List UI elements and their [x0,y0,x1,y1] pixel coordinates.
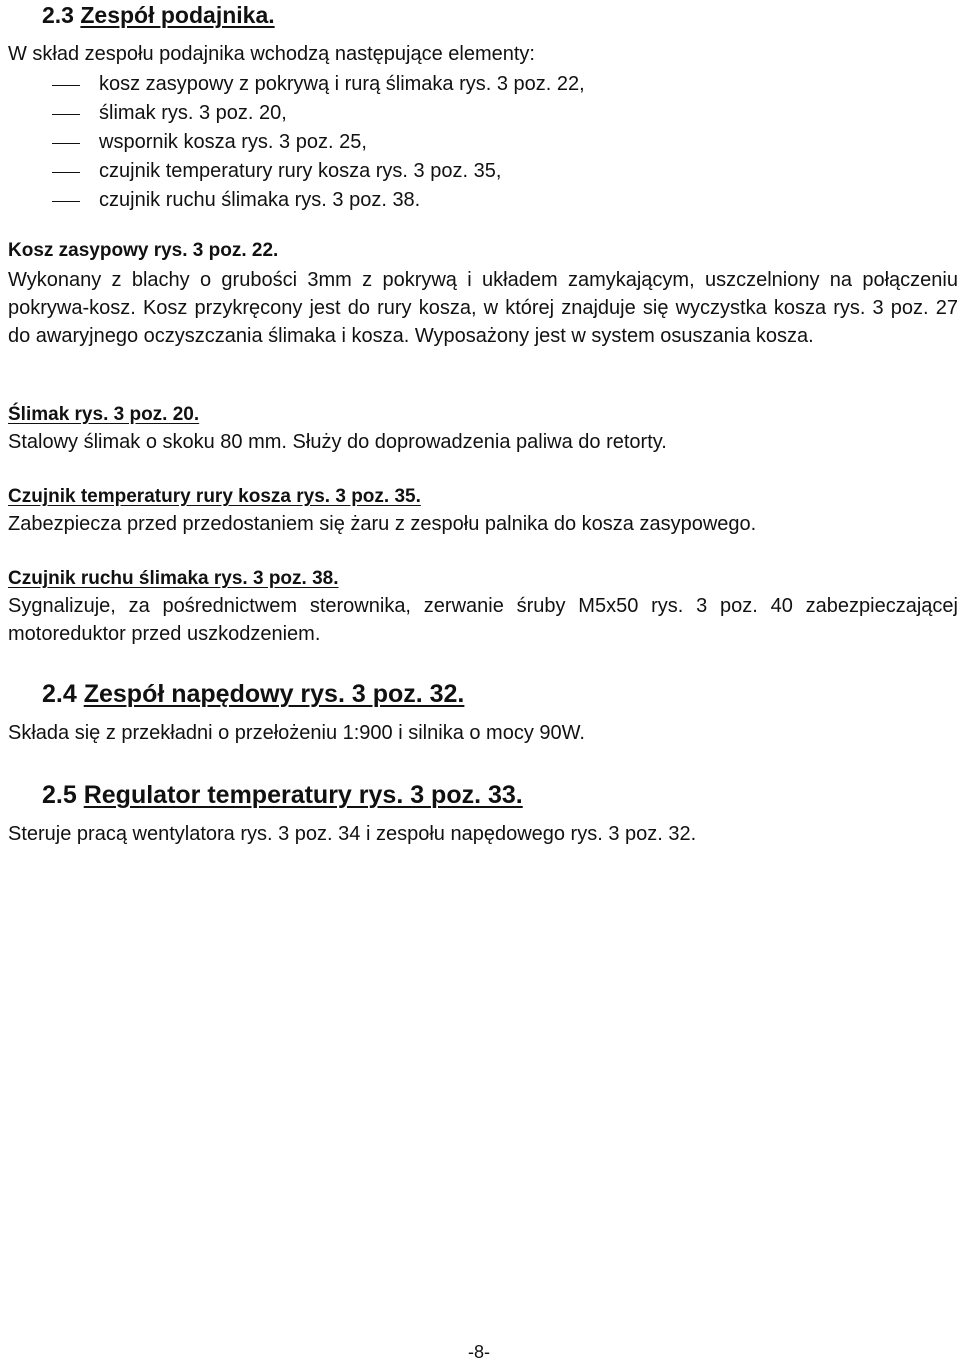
section-title: Zespół podajnika. [80,2,275,28]
paragraph-regulator: Steruje pracą wentylatora rys. 3 poz. 34 i zespołu napędowego rys. 3 poz. 32. [8,823,697,845]
section-title: Regulator temperatury rys. 3 poz. 33. [83,781,523,809]
section-heading-2-3 [42,2,275,29]
paragraph-kosz: Wykonany z blachy o grubości 3mm z pokrywą i układem zamykającym, uszczelniony na połączeniu pokrywa-kosz. Kosz przykręcony jest do rury kosza, w której znajduje się wyczystka kosza rys. 3 poz. 27 do awaryjnego oczyszczania ślimaka i kosza. Wyposażony jest w system osuszania kosza. [8,269,958,347]
paragraph-czujnik-ruchu: Sygnalizuje, za pośrednictwem sterownika, zerwanie śruby M5x50 rys. 3 poz. 40 zabezpieczającej motoreduktor przed uszkodzeniem. [8,595,958,645]
subheading-kosz: Kosz zasypowy rys. 3 poz. 22. [8,240,279,261]
subheading-czujnik-temperatury: Czujnik temperatury rury kosza rys. 3 poz. 35. [8,486,421,507]
paragraph-czujnik-temperatury: Zabezpiecza przed przedostaniem się żaru z zespołu palnika do kosza zasypowego. [8,513,757,535]
list-item: kosz zasypowy z pokrywą i rurą ślimaka rys. 3 poz. 22, [99,73,585,95]
list-item: czujnik temperatury rury kosza rys. 3 poz. 35, [99,160,502,182]
dash-bullet [52,172,80,173]
dash-bullet [52,201,80,202]
section-heading-2-5 [42,781,523,810]
section-number: 2.5 [42,781,77,809]
dash-bullet [52,85,80,86]
section-heading-2-4 [42,680,464,709]
list-item: czujnik ruchu ślimaka rys. 3 poz. 38. [99,189,421,211]
list-item: wspornik kosza rys. 3 poz. 25, [99,131,367,153]
section-title: Zespół napędowy rys. 3 poz. 32. [83,680,465,708]
section-number: 2.4 [42,680,77,708]
dash-bullet [52,143,80,144]
dash-bullet [52,114,80,115]
paragraph-slimak: Stalowy ślimak o skoku 80 mm. Służy do doprowadzenia paliwa do retorty. [8,431,667,453]
list-item: ślimak rys. 3 poz. 20, [99,102,287,124]
page-number: -8- [468,1342,490,1362]
paragraph-zespol-napedowy: Składa się z przekładni o przełożeniu 1:900 i silnika o mocy 90W. [8,722,585,744]
intro-text: W skład zespołu podajnika wchodzą następujące elementy: [8,43,535,65]
subheading-czujnik-ruchu: Czujnik ruchu ślimaka rys. 3 poz. 38. [8,568,339,589]
section-number: 2.3 [42,2,74,28]
subheading-slimak: Ślimak rys. 3 poz. 20. [8,404,200,425]
